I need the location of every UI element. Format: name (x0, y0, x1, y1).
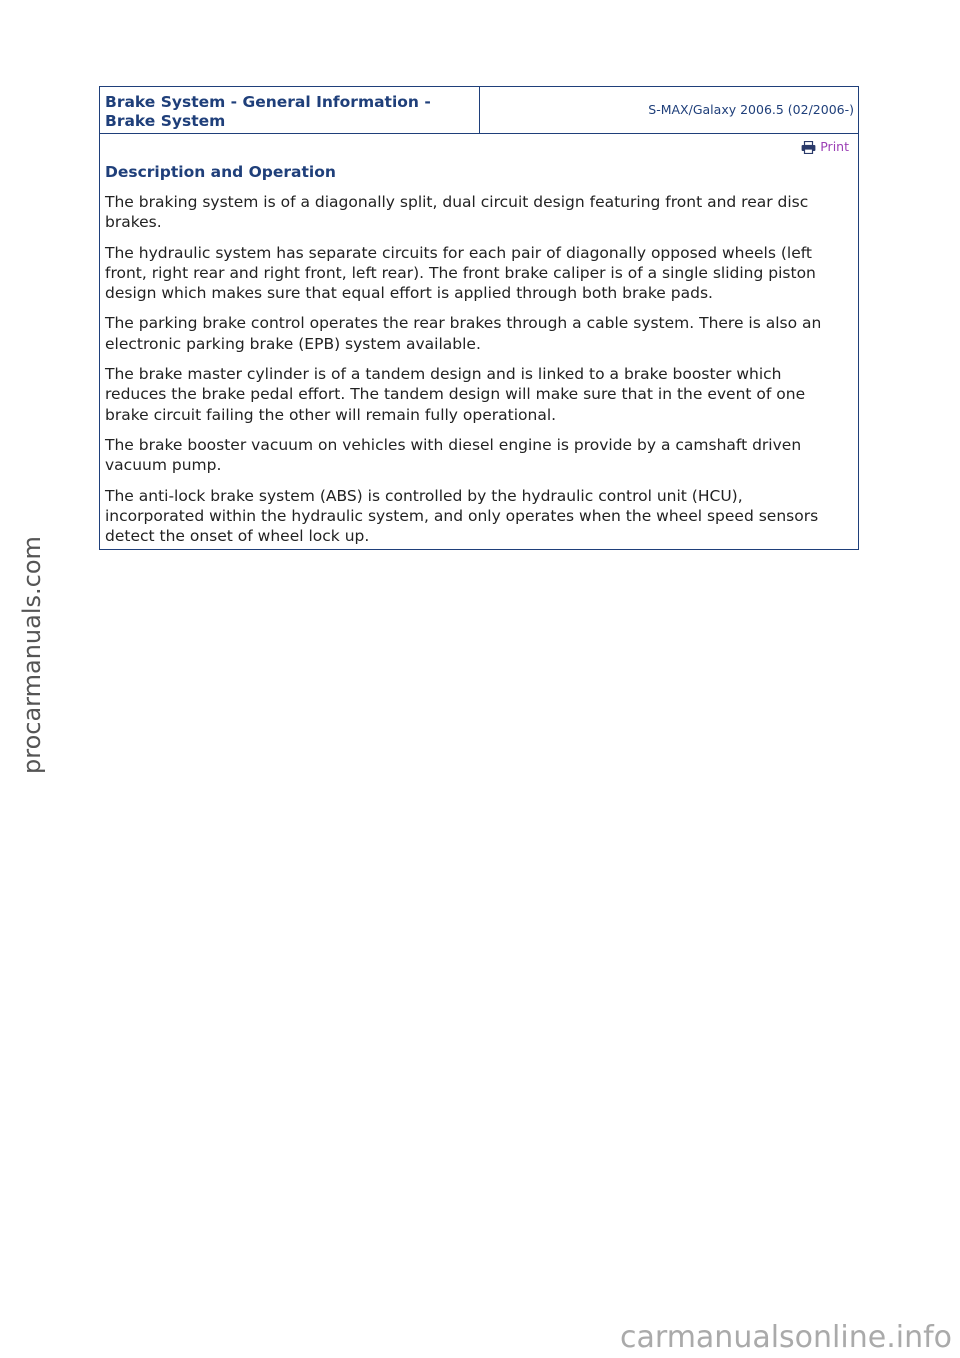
section-body (100, 192, 858, 546)
section-title: Description and Operation (105, 163, 336, 181)
side-watermark: procarmanuals.com (18, 536, 46, 774)
document-header (100, 87, 858, 134)
print-label: Print (820, 139, 849, 154)
paragraph: The hydraulic system has separate circuits for each pair of diagonally opposed wheels (left front, right rear and right front, left rear). The front brake caliper is of a single sliding piston design which makes sure that equal effort is applied through both brake pads. (105, 243, 816, 303)
paragraph: The braking system is of a diagonally split, dual circuit design featuring front and rear disc brakes. (105, 193, 809, 232)
paragraph: The brake master cylinder is of a tandem design and is linked to a brake booster which reduces the brake pedal effort. The tandem design will make sure that in the event of one brake circuit failing the other will remain fully operational. (105, 365, 806, 424)
document-title: Brake System - General Information - Brake System (100, 87, 480, 133)
paragraph: The anti-lock brake system (ABS) is controlled by the hydraulic control unit (HCU), incorporated within the hydraulic system, and only operates when the wheel speed sensors detect the onset of wheel lock up. (105, 486, 819, 546)
bottom-watermark: carmanualsonline.info (620, 1320, 952, 1355)
paragraph: The parking brake control operates the rear brakes through a cable system. There is also an electronic parking brake (EPB) system available. (105, 314, 822, 353)
print-button[interactable] (801, 139, 849, 155)
print-row (100, 134, 858, 159)
vehicle-model: S-MAX/Galaxy 2006.5 (02/2006-) (648, 102, 854, 117)
document-frame (99, 86, 859, 550)
paragraph: The brake booster vacuum on vehicles with diesel engine is provide by a camshaft driven vacuum pump. (105, 435, 802, 475)
printer-icon (801, 141, 816, 154)
